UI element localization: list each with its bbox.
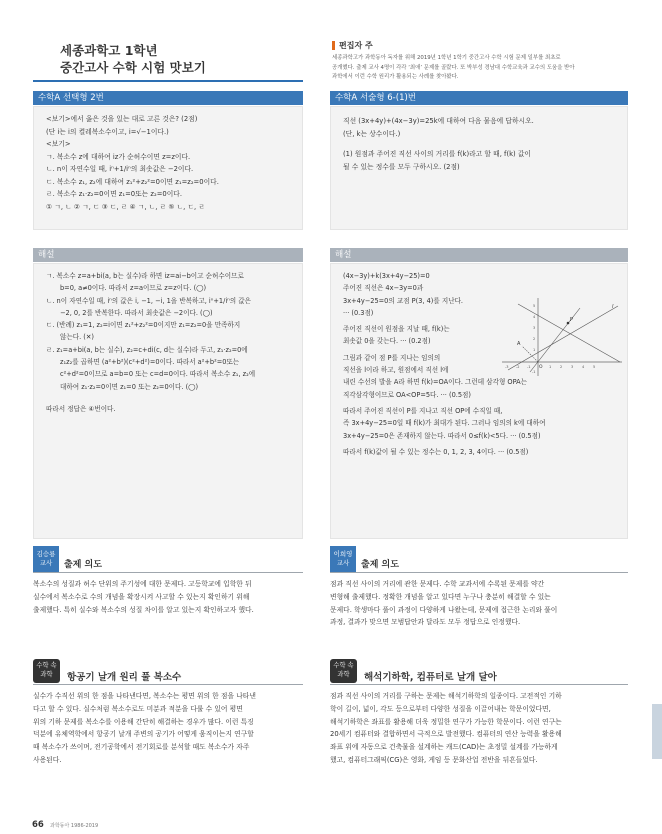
solution-line: ㄷ. (반례) z₁=1, z₂=i이면 z₁²+z₂²=0이지만 z₁=z₂=0을 만족하지 (46, 321, 241, 330)
editor-line: 공개했다. 출제 교사 4명이 각각 ‘최애’ 문제를 골랐다. 또 박부성 경남대 수학교육과 교수의 도움을 받아 (332, 64, 575, 71)
problem-line: (단, k는 상수이다.) (343, 129, 401, 138)
solution-line: 내린 수선의 발을 A라 하면 f(k)=OA이다. 그런데 삼각형 OPA는 (343, 378, 528, 387)
paragraph-line: 복소수의 성질과 허수 단위의 주기성에 대한 문제다. 고등학교에 입학한 뒤 (33, 580, 252, 588)
paragraph-line: 좌표 위에 자동으로 건축물을 설계하는 캐드(CAD)는 초정밀 설계를 가능하게 (330, 743, 558, 752)
point-p (567, 322, 570, 325)
solution-line: z₁z₂를 곱하면 (a²+b²)(c²+d²)=0이다. 따라서 a²+b²=0또는 (60, 358, 240, 367)
left-solution-heading: 해설 (33, 248, 303, 262)
science-badge-line: 과학 (40, 670, 53, 678)
left-solution-box (33, 263, 303, 539)
teacher-name: 이희영 (333, 550, 353, 558)
paragraph-line: 때 복소수가 쓰이며, 전기공학에서 전기회로를 분석할 때도 복소수가 자주 (33, 743, 250, 752)
problem-line: <보기> (46, 140, 71, 148)
editor-note (332, 40, 622, 83)
paragraph-line: 문제다. 학생마다 풀이 과정이 다양하게 나왔는데, 문제에 접근한 논리와 풀이 (330, 605, 558, 614)
problem-line: ㄹ. 복소수 z₁·z₂=0이면 z₁=0또는 z₂=0이다. (46, 190, 183, 198)
left-problem-heading: 수학A 선택형 2번 (33, 91, 303, 105)
x-tick: 2 (560, 365, 563, 369)
x-tick-labels (505, 365, 595, 369)
x-tick: 3 (571, 365, 574, 369)
paragraph-line: 다고 할 수 있다. 실수처럼 복소수로도 미분과 적분을 다룰 수 있어 평면 (33, 704, 243, 713)
title-line-2: 중간고사 수학 시험 맛보기 (60, 60, 206, 75)
paragraph-line: 출제했다. 특히 실수와 복소수의 성질 차이를 알고 있는지 확인하고자 했다. (33, 605, 254, 614)
paragraph-line: 해석기하학은 좌표를 활용해 더욱 정밀한 연구가 가능한 학문이다. 이런 연구는 (330, 717, 562, 726)
right-intent-text (330, 578, 628, 629)
paragraph-line: 학이 길이, 넓이, 각도 등으로부터 다양한 성질을 이끌어내는 학문이었다면, (330, 704, 551, 713)
teacher-badge (330, 546, 356, 572)
teacher-role: 교사 (39, 559, 53, 567)
title-rule (33, 80, 303, 82)
y-tick-labels (532, 304, 536, 374)
x-tick: -2 (516, 365, 520, 369)
teacher-name: 김승룡 (36, 550, 56, 558)
right-science-text (330, 690, 628, 767)
solution-line: 즉 3x+4y−25=0일 때 f(k)가 최대가 된다. 그러나 임의의 k에 대하여 (343, 419, 546, 428)
teacher-badge (33, 546, 59, 572)
label-o: O (539, 365, 543, 370)
solution-line: 직각삼각형이므로 OA<OP=5다. ··· (0.5점) (343, 390, 471, 399)
problem-line: ㄴ. n이 자연수일 때, iⁿ+1/iⁿ의 최솟값은 −2이다. (46, 165, 194, 173)
paragraph-line: 20세기 컴퓨터와 결합하면서 극적으로 발전했다. 컴퓨터의 연산 능력을 활용해 (330, 730, 562, 739)
intent-rule (33, 572, 303, 573)
line-l (508, 306, 618, 370)
right-problem-box (330, 106, 628, 230)
solution-line: 주어진 직선이 원점을 지날 때, f(k)는 (343, 325, 450, 334)
x-tick: -3 (505, 365, 509, 369)
y-tick: 2 (533, 337, 536, 341)
title-line-1: 세종과학고 1학년 (60, 43, 158, 58)
y-tick: 1 (533, 348, 536, 352)
solution-line: 대하여 z₁·z₂=0이면 z₁=0 또는 z₂=0이다. (◯) (60, 382, 199, 391)
paragraph-line: 덕분에 유체역학에서 항공기 날개 주변의 공기가 어떻게 움직이는지 연구할 (33, 730, 254, 739)
science-rule (33, 684, 303, 685)
solution-answer: 따라서 정답은 ④번이다. (46, 404, 116, 413)
paragraph-line: 변형해 출제했다. 정확한 개념을 알고 있다면 누구나 충분히 해결할 수 있는 (330, 592, 551, 601)
footer-text: 과학동아 1986-2019 (50, 823, 99, 829)
left-intent-text (33, 578, 303, 616)
problem-line: (단 i는 i의 켤레복소수이고, i=√−1이다.) (46, 127, 169, 136)
page-title (60, 42, 280, 76)
solution-line: 직선을 l이라 하고, 원점에서 직선 l에 (343, 366, 449, 375)
x-tick: 1 (549, 365, 552, 369)
line-tangent (518, 304, 620, 362)
problem-line: (1) 원점과 주어진 직선 사이의 거리를 f(k)라고 할 때, f(k) 값이 (343, 150, 531, 158)
solution-line: c²+d²=0이므로 a=b=0 또는 c=d=0이다. 따라서 복소수 z₁, z₂에 (60, 370, 256, 379)
paragraph-line: 했고, 컴퓨터그래픽(CG)은 영화, 게임 등 문화산업 전반을 뒤흔들었다. (330, 755, 538, 764)
editor-bar-icon (332, 41, 335, 50)
science-badge (330, 659, 357, 683)
editor-line: 과학에서 이런 수학 원리가 활용되는 사례를 찾아봤다. (332, 74, 459, 80)
solution-answer: 따라서 f(k)값이 될 수 있는 정수는 0, 1, 2, 3, 4이다. ··· (0.5점) (343, 447, 529, 456)
paragraph-line: 위의 기하 문제를 복소수를 이용해 간단히 해결하는 경우가 많다. 이런 특징 (33, 717, 254, 726)
paragraph-line: 실수에서 복소수로 수의 개념을 확장시켜 사고할 수 있는지 확인하기 위해 (33, 592, 250, 601)
problem-line (343, 140, 627, 148)
x-tick: 5 (593, 365, 596, 369)
science-badge (33, 659, 60, 683)
paragraph-line: 실수가 수직선 위의 한 점을 나타낸다면, 복소수는 평면 위의 한 점을 나타낸 (33, 692, 256, 700)
right-solution-heading: 해설 (330, 248, 628, 262)
x-tick: 4 (582, 365, 585, 369)
science-badge-line: 과학 (337, 670, 350, 678)
label-p: P (570, 317, 574, 323)
side-tab (652, 704, 662, 759)
science-badge-line: 수학 속 (36, 662, 57, 669)
label-a: A (517, 341, 521, 347)
problem-line: ㄱ. 복소수 z에 대하여 iz가 순허수이면 z=z이다. (46, 152, 191, 161)
label-l: l (612, 304, 614, 310)
paragraph-line: 점과 직선 사이의 거리를 구하는 문제는 해석기하학의 일종이다. 고전적인 기하 (330, 692, 562, 700)
solution-line: ··· (0.3점) (343, 308, 374, 317)
solution-line: 그림과 같이 점 P를 지나는 임의의 (343, 353, 441, 362)
editor-label: 편집자 주 (339, 41, 373, 50)
y-tick: -1 (532, 370, 536, 374)
intent-title: 출제 의도 (64, 560, 102, 570)
page-number: 66 (32, 820, 44, 830)
y-tick: 3 (533, 326, 536, 330)
science-badge-line: 수학 속 (333, 662, 354, 669)
science-rule (330, 684, 628, 685)
paragraph-line: 과정, 결과가 맞으면 모범답안과 달라도 모두 정답으로 인정했다. (330, 618, 521, 627)
solution-line: 주어진 직선은 4x−3y=0과 (343, 284, 424, 293)
answer-choices: ① ㄱ, ㄴ ② ㄱ, ㄷ ③ ㄷ, ㄹ ④ ㄱ, ㄴ, ㄹ ⑤ ㄴ, ㄷ, ㄹ (46, 202, 205, 211)
problem-line: <보기>에서 옳은 것을 있는 대로 고른 것은? (2점) (46, 115, 198, 123)
solution-line: 최솟값 0을 갖는다. ··· (0.2점) (343, 337, 431, 346)
left-science-text (33, 690, 303, 767)
intent-rule (330, 572, 628, 573)
problem-line: ㄷ. 복소수 z₁, z₂에 대하여 z₁²+z₂²=0이면 z₁=z₂=0이다. (46, 177, 219, 186)
solution-line: ㄱ. 복소수 z=a+bi(a, b는 실수)라 하면 iz=ai−b이고 순허수이므로 (46, 272, 244, 280)
problem-line: 직선 (3x+4y)+(4x−3y)=25k에 대하여 다음 물음에 답하시오. (343, 117, 534, 125)
solution-line: 않는다. (✕) (60, 333, 94, 342)
paragraph-line: 사용된다. (33, 755, 62, 764)
teacher-role: 교사 (336, 559, 350, 567)
editor-text (332, 54, 622, 83)
solution-line: b=0, a≠0이다. 따라서 z=a이므로 z=z이다. (◯) (60, 284, 207, 293)
problem-line: 될 수 있는 정수를 모두 구하시오. (2점) (343, 162, 460, 171)
left-problem-box (33, 106, 303, 230)
x-tick: -1 (527, 365, 531, 369)
intent-title: 출제 의도 (361, 560, 399, 570)
science-title: 항공기 날개 원리 풀 복소수 (67, 672, 182, 683)
right-problem-heading: 수학A 서술형 6-(1)번 (330, 91, 628, 105)
solution-line: ㄹ. z₁=a+bi(a, b는 실수), z₂=c+di(c, d는 실수)라 두고, z₁·z₂=0에 (46, 345, 248, 354)
solution-line: ㄴ. n이 자연수일 때, iⁿ의 값은 i, −1, −i, 1을 반복하고, iⁿ+1/iⁿ의 값은 (46, 296, 251, 305)
solution-line: 3x+4y−25=0은 존재하지 않는다. 따라서 0≤f(k)<5다. ··· (0.5점) (343, 431, 541, 440)
solution-line: 3x+4y−25=0의 교점 P(3, 4)를 지난다. (343, 296, 464, 305)
solution-line (46, 393, 302, 403)
solution-line: 따라서 주어진 직선이 P를 지나고 직선 OP에 수직일 때, (343, 406, 503, 415)
y-tick: 5 (533, 304, 536, 308)
solution-line: (4x−3y)+k(3x+4y−25)=0 (343, 272, 430, 280)
y-tick: 4 (533, 315, 536, 319)
paragraph-line: 점과 직선 사이의 거리에 관한 문제다. 수학 교과서에 수록된 문제를 약간 (330, 580, 545, 588)
solution-line: −2, 0, 2를 반복한다. 따라서 최솟값은 −2이다. (◯) (60, 308, 213, 317)
editor-line: 세종과학고가 과학동아 독자를 위해 2019년 1학년 1학기 중간고사 수학 시험 문제 일부를 최초로 (332, 55, 561, 61)
science-title: 해석기하학, 컴퓨터로 날개 달아 (364, 672, 497, 683)
coordinate-graph (500, 296, 624, 378)
